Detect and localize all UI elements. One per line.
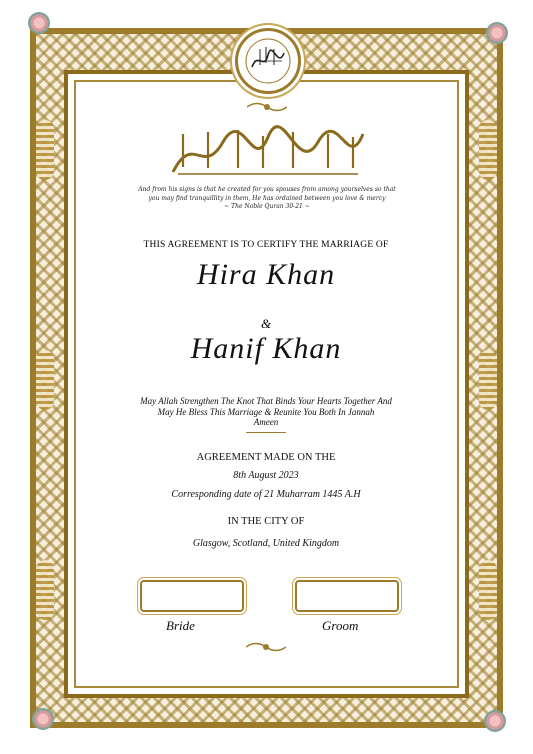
basmala-seal <box>235 28 301 94</box>
corner-flower-icon <box>28 12 50 34</box>
verse-reference: ~ The Noble Quran 30-21 ~ <box>224 203 310 210</box>
side-ornament-icon <box>36 560 54 620</box>
basmala-calligraphy-icon <box>238 31 298 91</box>
certify-heading: THIS AGREEMENT IS TO CERTIFY THE MARRIAGE OF <box>143 240 389 250</box>
side-ornament-icon <box>36 120 54 180</box>
divider-rule <box>246 432 286 433</box>
prayer-line: May He Bless This Marriage & Reunite You Both In Jannah <box>157 406 375 417</box>
hijri-date: Corresponding date of 21 Muharram 1445 A.H <box>171 489 361 500</box>
prayer-line: Ameen <box>253 417 279 427</box>
corner-flower-icon <box>486 22 508 44</box>
city-name: Glasgow, Scotland, United Kingdom <box>192 538 340 549</box>
side-ornament-icon <box>479 560 497 620</box>
agreement-heading: AGREEMENT MADE ON THE <box>196 452 336 463</box>
groom-name: Hanif Khan <box>190 332 342 365</box>
verse-line: And from his signs is that he created for you spouses from among yourselves so that <box>138 186 396 193</box>
ornament-divider-icon <box>246 640 286 654</box>
groom-signature-box[interactable] <box>295 580 399 612</box>
arabic-calligraphy <box>168 122 368 182</box>
agreement-date: 8th August 2023 <box>233 470 299 481</box>
groom-label: Groom <box>322 618 359 633</box>
verse-line: you may find tranquillity in them, He has ordained between you love & mercy <box>148 194 386 202</box>
side-ornament-icon <box>36 350 54 410</box>
corner-flower-icon <box>484 710 506 732</box>
ornament-divider-icon <box>247 100 287 114</box>
corner-flower-icon <box>32 708 54 730</box>
prayer-line: May Allah Strengthen The Knot That Binds Your Hearts Together And <box>140 396 392 406</box>
side-ornament-icon <box>479 350 497 410</box>
side-ornament-icon <box>479 120 497 180</box>
city-heading: IN THE CITY OF <box>227 516 305 527</box>
bride-label: Bride <box>166 618 195 633</box>
prayer-text <box>120 396 412 428</box>
bride-signature-box[interactable] <box>140 580 244 612</box>
bride-name: Hira Khan <box>196 258 336 291</box>
ampersand: & <box>260 316 272 331</box>
quran-verse <box>95 186 439 212</box>
